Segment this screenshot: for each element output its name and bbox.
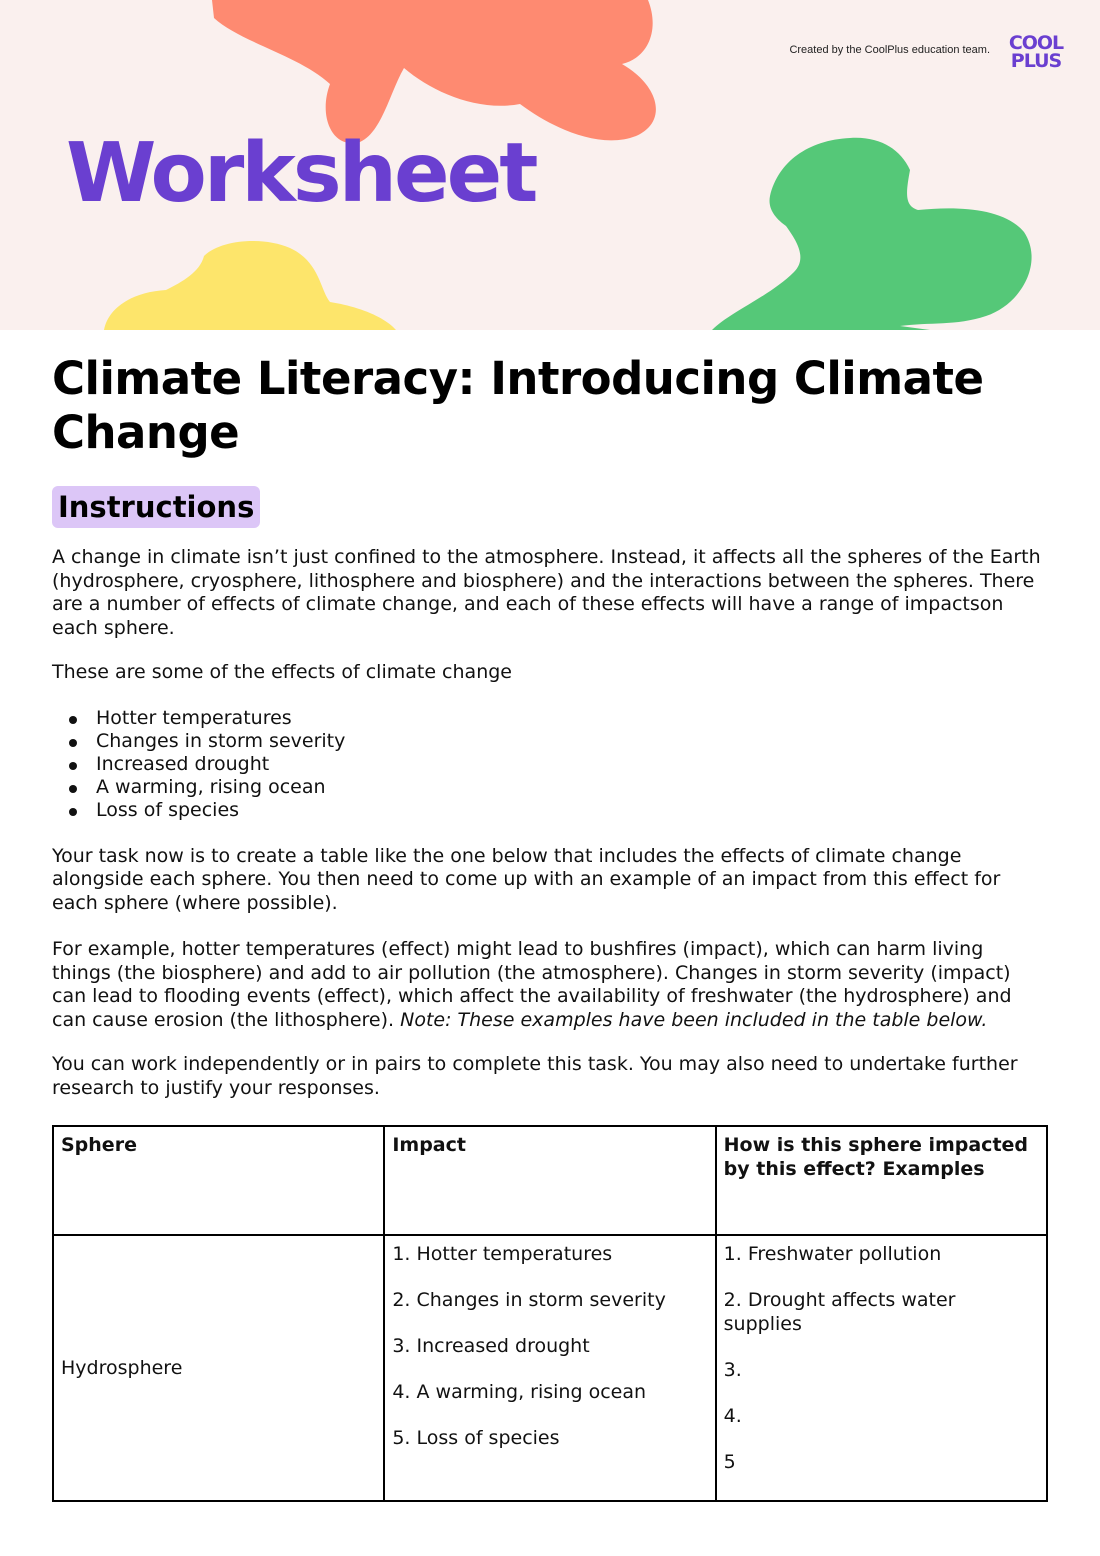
list-item: Loss of species <box>96 799 1048 822</box>
impact-item: 5. Loss of species <box>392 1427 560 1450</box>
impact-cell <box>384 1235 715 1501</box>
examples-cell <box>716 1235 1047 1501</box>
example-text: For example, hotter temperatures (effect) might lead to bushfires (impact), which can harm living things (the biosphere) and add to air pollution (the atmosphere). Changes in storm severity (impact) can lead to flooding events (effect), which affect the availability of freshwater (the hydrosphere) and can cause erosion (the lithosphere). <box>52 938 1012 1031</box>
header-examples: How is this sphere impacted by this effect? Examples <box>716 1126 1047 1235</box>
coolplus-logo <box>1004 34 1068 70</box>
list-item: Increased drought <box>96 753 1048 776</box>
example-item: 1. Freshwater pollution <box>723 1243 942 1266</box>
banner-title: Worksheet <box>66 126 536 221</box>
effects-list <box>52 707 1048 823</box>
header-impact: Impact <box>384 1126 715 1235</box>
example-item: 3. <box>723 1359 742 1382</box>
sphere-impact-table <box>52 1125 1048 1502</box>
example-item: 4. <box>723 1405 742 1428</box>
example-note: Note: These examples have been included in the table below. <box>400 1008 988 1031</box>
document-title: Climate Literacy: Introducing Climate Change <box>52 352 984 459</box>
work-mode-paragraph: You can work independently or in pairs to complete this task. You may also need to undertake further research to justify your responses. <box>52 1053 1018 1099</box>
example-item: 5 <box>723 1451 736 1474</box>
impact-item: 2. Changes in storm severity <box>392 1289 666 1312</box>
sphere-cell: Hydrosphere <box>53 1235 384 1501</box>
header-sphere: Sphere <box>53 1126 384 1235</box>
list-item: Changes in storm severity <box>96 730 1048 753</box>
list-item: A warming, rising ocean <box>96 776 1048 799</box>
coral-blob-shape <box>212 0 656 143</box>
impact-item: 3. Increased drought <box>392 1335 590 1358</box>
logo-top-text: COOL <box>1008 32 1064 54</box>
instructions-heading: Instructions <box>52 486 260 528</box>
example-paragraph <box>52 938 1048 1032</box>
green-blob-shape <box>712 138 1032 330</box>
intro-paragraph: A change in climate isn’t just confined to the atmosphere. Instead, it affects all the spheres of the Earth (hydrosphere, cryosphere, lithosphere and biosphere) and the interactions between the spheres. There are a number of effects of climate change, and each of these effects will have a range of impactson each sphere. <box>52 546 1041 639</box>
table-row <box>53 1235 1047 1501</box>
table-header-row <box>53 1126 1047 1235</box>
example-item: 2. Drought affects water supplies <box>723 1289 956 1336</box>
effects-intro-paragraph: These are some of the effects of climate change <box>52 661 512 683</box>
credit-text: Created by the CoolPlus education team. <box>789 44 990 56</box>
logo-bottom-text: PLUS <box>1010 50 1062 72</box>
worksheet-banner <box>0 0 1100 330</box>
impact-item: 4. A warming, rising ocean <box>392 1381 647 1404</box>
yellow-blob-shape <box>104 241 396 330</box>
list-item: Hotter temperatures <box>96 707 1048 730</box>
task-paragraph: Your task now is to create a table like the one below that includes the effects of climate change alongside each sphere. You then need to come up with an example of an impact from this effect for each sphere (where possible). <box>52 844 1001 914</box>
worksheet-content <box>52 352 1048 1502</box>
impact-item: 1. Hotter temperatures <box>392 1243 613 1266</box>
